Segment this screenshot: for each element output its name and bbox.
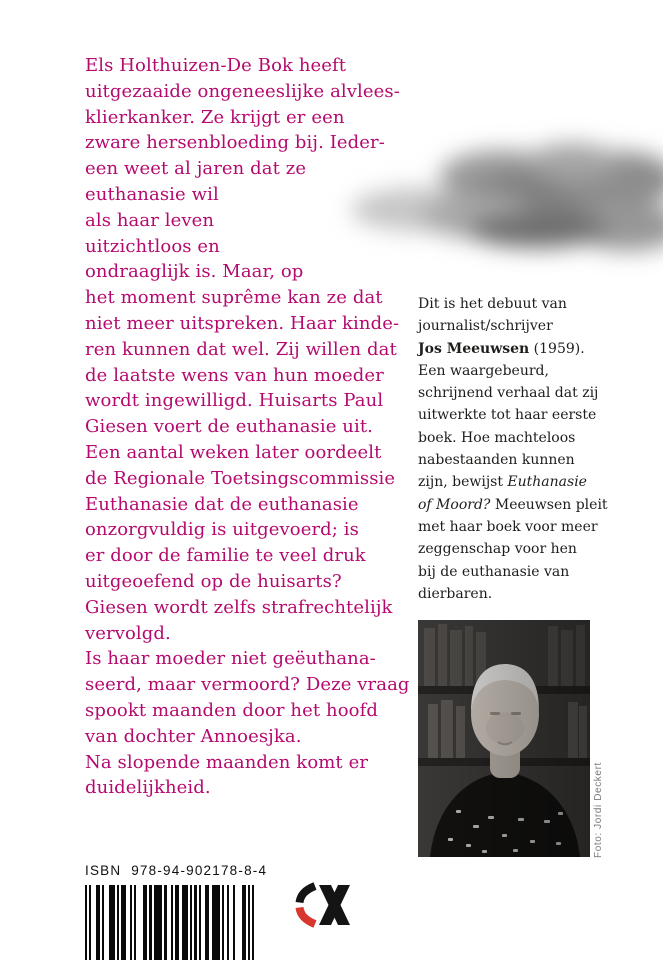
text-line (418, 404, 608, 426)
text-segment: schrijnend verhaal dat zij (418, 385, 599, 402)
text-line (418, 427, 608, 449)
barcode (85, 885, 255, 960)
clouds-photo-graphic (326, 100, 663, 288)
text-line: uitzichtloos en (85, 235, 220, 257)
text-line (418, 338, 608, 360)
text-line (418, 360, 608, 382)
text-line: uitgeoefend op de huisarts? (85, 570, 342, 592)
author-portrait-graphic (418, 620, 590, 857)
text-line: Euthanasie dat de euthanasie (85, 493, 359, 515)
text-line: er door de familie te veel druk (85, 545, 366, 567)
text-line: Els Holthuizen-De Bok heeft (85, 55, 347, 76)
text-line (418, 293, 608, 315)
text-line (418, 315, 608, 337)
text-line (418, 538, 608, 560)
text-line: van dochter Annoesjka. (85, 725, 302, 747)
text-line (418, 471, 608, 493)
text-segment: Dit is het debuut van (418, 296, 567, 312)
text-segment: Een waargebeurd, (418, 362, 549, 379)
text-line: het moment suprême kan ze dat (85, 287, 383, 309)
publisher-logo (295, 881, 351, 929)
text-segment: boek. Hoe machteloos (418, 429, 576, 446)
text-segment: (1959). (529, 340, 585, 357)
text-line: duidelijkheid. (85, 777, 211, 799)
text-line (418, 494, 608, 516)
text-line: spookt maanden door het hoofd (85, 699, 378, 721)
text-segment: zeggenschap voor hen (418, 541, 577, 558)
clouds-photo (326, 100, 663, 288)
barcode-bar (154, 885, 163, 960)
text-line (418, 382, 608, 404)
text-segment: nabestaanden kunnen (418, 452, 575, 469)
text-segment: dierbaren. (418, 585, 493, 602)
text-line (418, 561, 608, 583)
text-line: uitgezaaide ongeneeslijke alvlees- (85, 80, 400, 102)
text-line (418, 516, 608, 538)
text-segment: bij de euthanasie van (418, 563, 570, 580)
text-line: de laatste wens van hun moeder (85, 364, 384, 386)
text-line: zware hersenbloeding bij. Ieder- (85, 132, 385, 154)
barcode-bar (252, 885, 254, 960)
text-segment: zijn, bewijst (418, 474, 508, 491)
text-segment: Meeuwsen pleit (490, 496, 608, 513)
text-line: Giesen wordt zelfs strafrechtelijk (85, 596, 393, 618)
isbn-label: ISBN 978-94-902178-8-4 (85, 863, 268, 878)
text-segment: Jos Meeuwsen (418, 340, 530, 357)
text-line: euthanasie wil (85, 183, 219, 205)
barcode-bar (212, 885, 221, 960)
text-line: Is haar moeder niet geëuthana- (85, 648, 376, 670)
text-segment: of Moord? (418, 496, 491, 513)
text-line: niet meer uitspreken. Haar kinde- (85, 312, 400, 334)
text-line: wordt ingewilligd. Huisarts Paul (85, 390, 384, 412)
text-line: onzorgvuldig is uitgevoerd; is (85, 519, 359, 541)
text-line (418, 449, 608, 471)
text-segment: uitwerkte tot haar eerste (418, 407, 597, 424)
text-segment: met haar boek voor meer (418, 518, 598, 535)
text-line (418, 583, 608, 605)
publisher-logo-icon (295, 881, 351, 929)
text-line: als haar leven (85, 209, 215, 231)
text-line: Na slopende maanden komt er (85, 751, 369, 773)
text-line: klierkanker. Ze krijgt er een (85, 106, 345, 128)
text-line: ondraaglijk is. Maar, op (85, 261, 304, 283)
text-line: Een aantal weken later oordeelt (85, 441, 382, 463)
text-line: een weet al jaren dat ze (85, 158, 307, 180)
text-segment: Euthanasie (507, 474, 587, 491)
text-segment: journalist/schrijver (418, 318, 553, 335)
text-line: de Regionale Toetsingscommissie (85, 467, 396, 489)
text-line: seerd, maar vermoord? Deze vraag (85, 674, 410, 696)
text-line: Giesen voert de euthanasie uit. (85, 416, 374, 438)
author-portrait-photo (418, 620, 590, 857)
author-note-text (418, 293, 608, 605)
photo-credit: Foto: Jordi Deckert (593, 762, 604, 858)
text-line: vervolgd. (85, 622, 171, 644)
text-line: ren kunnen dat wel. Zij willen dat (85, 338, 397, 360)
